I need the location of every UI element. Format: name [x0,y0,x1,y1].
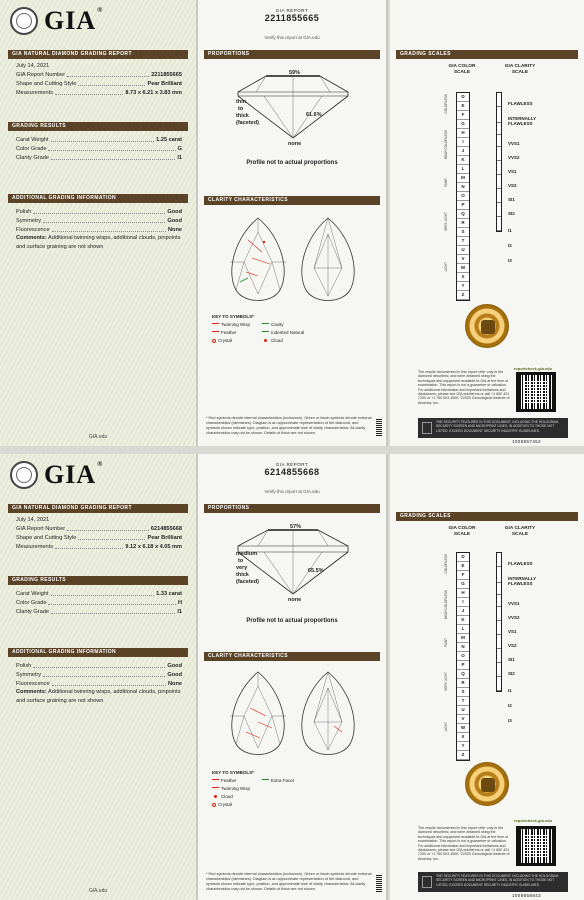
grading-scales-band: GRADING SCALES [396,512,578,521]
clarity-scale-title: GIA CLARITY SCALE [504,526,536,537]
clarity-plot [218,212,368,312]
girdle-faceted: (faceted) [236,120,259,126]
girdle-to: to [238,558,244,564]
gia-logo: GIA® [10,6,103,36]
girdle-thick: thick [236,113,249,119]
key-crystal: Crystal [212,802,262,807]
grading-results [16,134,182,161]
serial-number: 1008858843 [512,893,542,898]
grading-scales-band: GRADING SCALES [396,50,578,59]
cat-faint: FAINT [444,638,448,648]
cat-light: LIGHT [444,722,448,732]
cat-very-light: VERY LIGHT [444,212,448,231]
depth-percent: 61.6% [306,112,322,118]
grading-results-band: GRADING RESULTS [8,122,188,131]
cat-colorless: COLORLESS [444,554,448,574]
report-header-band: GIA NATURAL DIAMOND GRADING REPORT [8,50,188,59]
carat-weight-row: Carat Weight 1.25 carat [16,137,182,143]
report-details-panel [0,454,196,900]
key-cavity: Cavity [262,322,312,327]
key-title: KEY TO SYMBOLS* [212,770,254,775]
fluorescence-row: Fluorescence None [16,681,182,687]
serial-number: 1008857452 [512,439,542,444]
shape-row: Shape and Cutting Style Pear Brilliant [16,81,182,87]
clarity-band: CLARITY CHARACTERISTICS [204,196,380,205]
key-cloud: Cloud [262,338,312,343]
girdle-faceted: (faceted) [236,579,259,585]
color-scale-title: GIA COLOR SCALE [448,64,476,75]
gia-logo: GIA® [10,460,103,490]
clarity-scale-title: GIA CLARITY SCALE [504,64,536,75]
color-grade-row: Color Grade G [16,146,182,152]
key-extra-facet: Extra Facet [262,778,312,783]
lock-icon [422,876,432,888]
color-scale-title: GIA COLOR SCALE [448,526,476,537]
clarity-footnote: * Red symbols denote internal characteristics (inclusions). Green or black symbols denote external characteristics (blemishes). Diagram is an approximate representation of the diamond, and symbols shown indicate type, position, and approximate size of clarity characteristics. All clarity characteristics may not be shown. Details of finish are not shown. [206,872,372,891]
footer-url: GIA.edu [88,888,108,894]
cat-near-colorless: NEAR COLORLESS [444,590,448,620]
gia-seal-icon [10,461,38,489]
clarity-footnote: * Red symbols denote internal characteristics (inclusions). Green or black symbols denote external characteristics (blemishes). Diagram is an approximate representation of the diamond, and symbols shown indicate type, position, and approximate size of clarity characteristics. All clarity characteristics may not be shown. Details of finish are not shown. [206,416,372,435]
footer-url: GIA.edu [88,434,108,440]
grading-results-band: GRADING RESULTS [8,576,188,585]
key-twinning-wisp: Twinning Wisp [212,322,262,327]
clarity-grade-row: Clarity Grade I1 [16,609,182,615]
report-number-large: 2211855665 [264,13,320,23]
qr-code-icon[interactable] [516,826,556,866]
key-spacer [262,786,312,791]
girdle-medium: medium [236,551,258,557]
gia-gold-seal-icon [465,304,509,348]
girdle-thick: thick [236,572,249,578]
key-list [212,322,305,343]
report-heading: GIA REPORT 2211855665 [198,8,386,23]
culet-none: none [288,597,302,603]
additional-info-band: ADDITIONAL GRADING INFORMATION [8,648,188,657]
side-barcode [376,418,382,436]
clarity-grade-row: Clarity Grade I1 [16,155,182,161]
qr-label: reportcheck.gia.edu [514,366,553,371]
report-number-row: GIA Report Number 2211855665 [16,72,182,78]
grading-scales-panel: GRADING SCALES GIA COLOR SCALE GIA CLARITY SCALE D E F G H I J K L M N O P Q R S T U V W X Y Z COLORLESS NEAR COLORLESS FAINT VERY LIGHT LIGHT FLAWLESS INTERNALLY FLAWLESS VVS1 VVS2 VS1 VS2 SI1 SI2 I1 I2 I3 reportcheck.gia.edu The results documented in this report refer only to the diamond described, and were obtained using the techniques and equipment available to GIA at the time of examination. This report is not a guarantee or valuation. For additional information and important limitations and disclaimers, please see GIA.edu/terms or call +1 800 421 7250 or +1 760 603 4500. ©2020 Gemological Institute of America, Inc. THE SECURITY FEATURES IN THIS DOCUMENT, INCLUDING THE HOLOGRAM, SECURITY SCREEN AND MICROPRINT LINES, IN ADDITION TO THOSE NOT LISTED, EXCEED DOCUMENT SECURITY INDUSTRY GUIDELINES. 1008858843 [390,454,584,900]
verify-text: Verify this report at GIA.edu [264,35,320,40]
proportions-band: PROPORTIONS [204,504,380,513]
lock-icon [422,422,432,434]
symmetry-row: Symmetry Good [16,672,182,678]
logo-text: GIA [44,6,97,35]
clarity-plot [218,666,368,766]
cat-colorless: COLORLESS [444,94,448,114]
grading-results [16,588,182,615]
key-feather: Feather [212,778,262,783]
proportions-band: PROPORTIONS [204,50,380,59]
polish-row: Polish Good [16,663,182,669]
key-feather: Feather [212,330,262,335]
side-barcode [376,874,382,892]
symmetry-row: Symmetry Good [16,218,182,224]
gia-gold-seal-icon [465,762,509,806]
qr-code-icon[interactable] [516,372,556,412]
key-spacer-2 [262,794,312,799]
key-indented-natural: Indented Natural [262,330,312,335]
carat-weight-row: Carat Weight 1.33 carat [16,591,182,597]
comments: Comments: Additional twinning wisps, additional clouds, pinpoints and surface graining are not shown [16,235,181,250]
culet-none: none [288,141,302,147]
measurements-row: Measurements 8.73 x 6.21 x 3.83 mm [16,90,182,96]
report-info [16,60,182,96]
girdle-very: very [236,565,248,571]
comments: Comments: Additional twinning wisps, additional clouds, pinpoints and surface graining are not shown [16,689,181,704]
disclaimer: The results documented in this report refer only to the diamond described, and were obtained using the techniques and equipment available to GIA at the time of examination. This report is not a guarantee or valuation. For additional information and important limitations and disclaimers, please see GIA.edu/terms or call +1 800 421 7250 or +1 760 603 4500. ©2020 Gemological Institute of America, Inc. [418,826,510,861]
depth-percent: 65.5% [308,568,324,574]
report-number-large: 6214855668 [264,467,320,477]
report-number-row: GIA Report Number 6214855668 [16,526,182,532]
qr-label: reportcheck.gia.edu [514,818,553,823]
key-list [212,778,302,807]
clarity-scale-bar [496,92,502,232]
clarity-scale-bar [496,552,502,692]
girdle-thin: thin [236,99,247,105]
report-header-band: GIA NATURAL DIAMOND GRADING REPORT [8,504,188,513]
gia-seal-icon [10,7,38,35]
key-twinning-wisp: Twinning Wisp [212,786,262,791]
girdle-to: to [238,106,244,112]
grading-report-1 [0,0,584,446]
verify-text: Verify this report at GIA.edu [264,489,320,494]
diagram-panel [198,454,386,900]
security-notice: THE SECURITY FEATURES IN THIS DOCUMENT, INCLUDING THE HOLOGRAM, SECURITY SCREEN AND MICROPRINT LINES, IN ADDITION TO THOSE NOT LISTED, EXCEED DOCUMENT SECURITY INDUSTRY GUIDELINES. [418,418,568,438]
additional-info-band: ADDITIONAL GRADING INFORMATION [8,194,188,203]
report-info [16,514,182,550]
color-scale: D E F G H I J K L M N O P Q R S T U V W X Y Z [456,92,470,301]
key-cloud: Cloud [212,794,262,799]
table-percent: 59% [289,70,301,76]
additional-info [16,206,182,252]
fluorescence-row: Fluorescence None [16,227,182,233]
logo-text: GIA [44,460,97,489]
report-date: July 14, 2021 [16,63,50,69]
cat-very-light: VERY LIGHT [444,672,448,691]
grading-report-2 [0,454,584,900]
color-scale: D E F G H I J K L M N O P Q R S T U V W X Y Z [456,552,470,761]
report-date: July 14, 2021 [16,517,50,523]
report-details-panel [0,0,196,446]
key-title: KEY TO SYMBOLS* [212,314,254,319]
shape-row: Shape and Cutting Style Pear Brilliant [16,535,182,541]
cat-near-colorless: NEAR COLORLESS [444,130,448,160]
color-grade-row: Color Grade H [16,600,182,606]
disclaimer: The results documented in this report refer only to the diamond described, and were obtained using the techniques and equipment available to GIA at the time of examination. This report is not a guarantee or valuation. For additional information and important limitations and disclaimers, please see GIA.edu/terms or call +1 800 421 7250 or +1 760 603 4500. ©2020 Gemological Institute of America, Inc. [418,370,510,405]
security-notice: THE SECURITY FEATURES IN THIS DOCUMENT, INCLUDING THE HOLOGRAM, SECURITY SCREEN AND MICROPRINT LINES, IN ADDITION TO THOSE NOT LISTED, EXCEED DOCUMENT SECURITY INDUSTRY GUIDELINES. [418,872,568,892]
additional-info [16,660,182,706]
profile-note: Profile not to actual proportions [246,160,338,166]
cat-faint: FAINT [444,178,448,188]
clarity-band: CLARITY CHARACTERISTICS [204,652,380,661]
diagram-panel [198,0,386,446]
table-percent: 57% [290,524,302,530]
report-heading: GIA REPORT 6214855668 [198,462,386,477]
profile-note: Profile not to actual proportions [246,618,338,624]
key-crystal: Crystal [212,338,262,343]
measurements-row: Measurements 9.12 x 6.18 x 4.05 mm [16,544,182,550]
cat-light: LIGHT [444,262,448,272]
grading-scales-panel: GRADING SCALES GIA COLOR SCALE GIA CLARITY SCALE D E F G H I J K L M N O P Q R S T U V W X Y Z COLORLESS NEAR COLORLESS FAINT VERY LIGHT LIGHT FLAWLESS INTERNALLY FLAWLESS VVS1 VVS2 VS1 VS2 SI1 SI2 I1 I2 I3 reportcheck.gia.edu The results documented in this report refer only to the diamond described, and were obtained using the techniques and equipment available to GIA at the time of examination. This report is not a guarantee or valuation. For additional information and important limitations and disclaimers, please see GIA.edu/terms or call +1 800 421 7250 or +1 760 603 4500. ©2020 Gemological Institute of America, Inc. THE SECURITY FEATURES IN THIS DOCUMENT, INCLUDING THE HOLOGRAM, SECURITY SCREEN AND MICROPRINT LINES, IN ADDITION TO THOSE NOT LISTED, EXCEED DOCUMENT SECURITY INDUSTRY GUIDELINES. 1008857452 [390,0,584,446]
polish-row: Polish Good [16,209,182,215]
